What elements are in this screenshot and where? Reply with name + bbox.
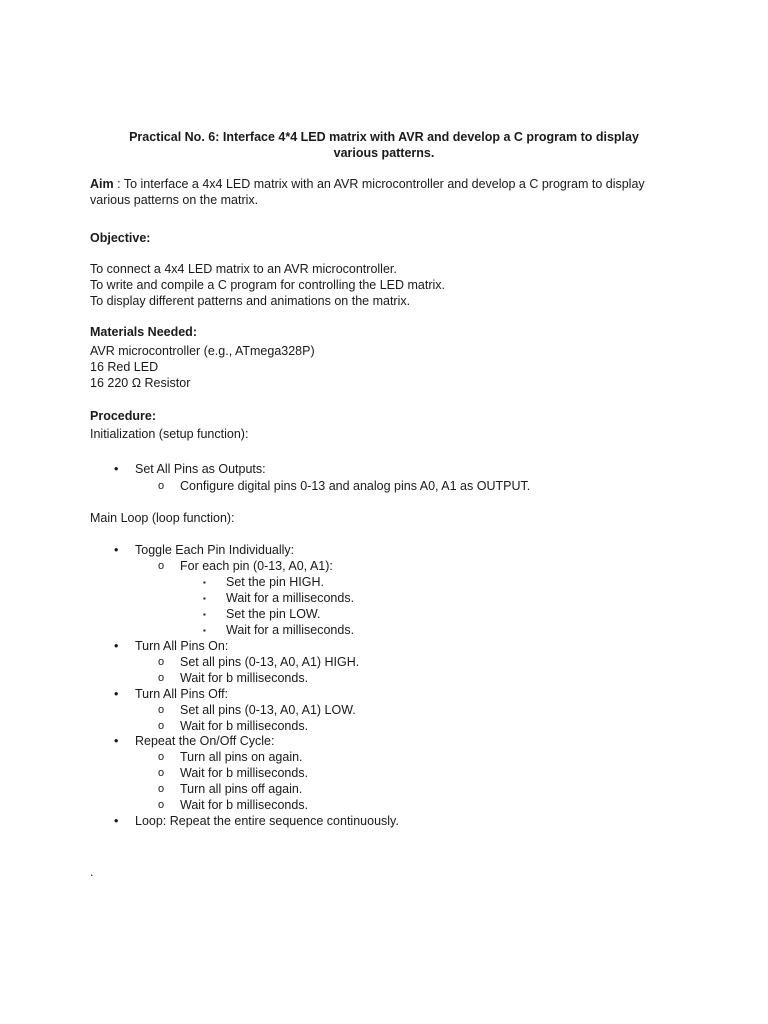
trailing-dot: . xyxy=(90,865,94,879)
bullet-square: ▪ xyxy=(203,578,206,587)
title-line-1: Practical No. 6: Interface 4*4 LED matrix with AVR and develop a C program to display xyxy=(129,130,639,144)
bullet-disc: • xyxy=(114,814,119,828)
bullet-circle: o xyxy=(158,720,165,732)
bullet-circle: o xyxy=(158,767,165,779)
bullet-circle: o xyxy=(158,656,165,668)
off-substep: Wait for b milliseconds. xyxy=(180,719,309,733)
bullet-circle: o xyxy=(158,751,165,763)
objective-heading: Objective: xyxy=(90,231,151,245)
bullet-square: ▪ xyxy=(203,610,206,619)
toggle-detail: Wait for a milliseconds. xyxy=(226,623,355,637)
on-substep: Wait for b milliseconds. xyxy=(180,671,309,685)
on-substep: Set all pins (0-13, A0, A1) HIGH. xyxy=(180,655,360,669)
repeat-step: Repeat the On/Off Cycle: xyxy=(135,734,275,748)
objective-list xyxy=(90,261,690,309)
toggle-detail: Set the pin HIGH. xyxy=(226,575,324,589)
repeat-substep: Turn all pins off again. xyxy=(180,782,303,796)
page-title xyxy=(90,129,678,161)
toggle-detail: Wait for a milliseconds. xyxy=(226,591,355,605)
repeat-substep: Wait for b milliseconds. xyxy=(180,766,309,780)
materials-list xyxy=(90,343,690,391)
aim-label: Aim xyxy=(90,177,114,191)
bullet-circle: o xyxy=(158,560,165,572)
init-label: Initialization (setup function): xyxy=(90,427,249,441)
materials-heading: Materials Needed: xyxy=(90,325,197,339)
aim-section xyxy=(90,176,690,208)
bullet-disc: • xyxy=(114,462,119,476)
bullet-disc: • xyxy=(114,639,119,653)
bullet-circle: o xyxy=(158,480,165,492)
bullet-circle: o xyxy=(158,783,165,795)
material-item: 16 220 Ω Resistor xyxy=(90,376,191,390)
title-line-2: various patterns. xyxy=(333,146,435,160)
toggle-detail: Set the pin LOW. xyxy=(226,607,321,621)
loop-step: Loop: Repeat the entire sequence continuously. xyxy=(135,814,399,828)
repeat-substep: Wait for b milliseconds. xyxy=(180,798,309,812)
bullet-circle: o xyxy=(158,704,165,716)
material-item: AVR microcontroller (e.g., ATmega328P) xyxy=(90,344,315,358)
toggle-substep: For each pin (0-13, A0, A1): xyxy=(180,559,333,573)
toggle-step: Toggle Each Pin Individually: xyxy=(135,543,295,557)
objective-item: To display different patterns and animations on the matrix. xyxy=(90,294,411,308)
bullet-square: ▪ xyxy=(203,594,206,603)
procedure-heading: Procedure: xyxy=(90,409,156,423)
bullet-circle: o xyxy=(158,672,165,684)
repeat-substep: Turn all pins on again. xyxy=(180,750,303,764)
aim-line-1 xyxy=(90,176,690,192)
material-item: 16 Red LED xyxy=(90,360,159,374)
aim-text-1: : To interface a 4x4 LED matrix with an AVR microcontroller and develop a C program to display xyxy=(113,177,645,191)
init-step: Set All Pins as Outputs: xyxy=(135,462,266,476)
bullet-disc: • xyxy=(114,734,119,748)
objective-item: To connect a 4x4 LED matrix to an AVR microcontroller. xyxy=(90,262,397,276)
main-loop-label: Main Loop (loop function): xyxy=(90,511,235,525)
objective-item: To write and compile a C program for controlling the LED matrix. xyxy=(90,278,446,292)
bullet-circle: o xyxy=(158,799,165,811)
bullet-square: ▪ xyxy=(203,626,206,635)
bullet-disc: • xyxy=(114,543,119,557)
off-step: Turn All Pins Off: xyxy=(135,687,229,701)
off-substep: Set all pins (0-13, A0, A1) LOW. xyxy=(180,703,356,717)
on-step: Turn All Pins On: xyxy=(135,639,229,653)
init-substep: Configure digital pins 0-13 and analog pins A0, A1 as OUTPUT. xyxy=(180,479,531,493)
bullet-disc: • xyxy=(114,687,119,701)
aim-line-2: various patterns on the matrix. xyxy=(90,193,259,207)
